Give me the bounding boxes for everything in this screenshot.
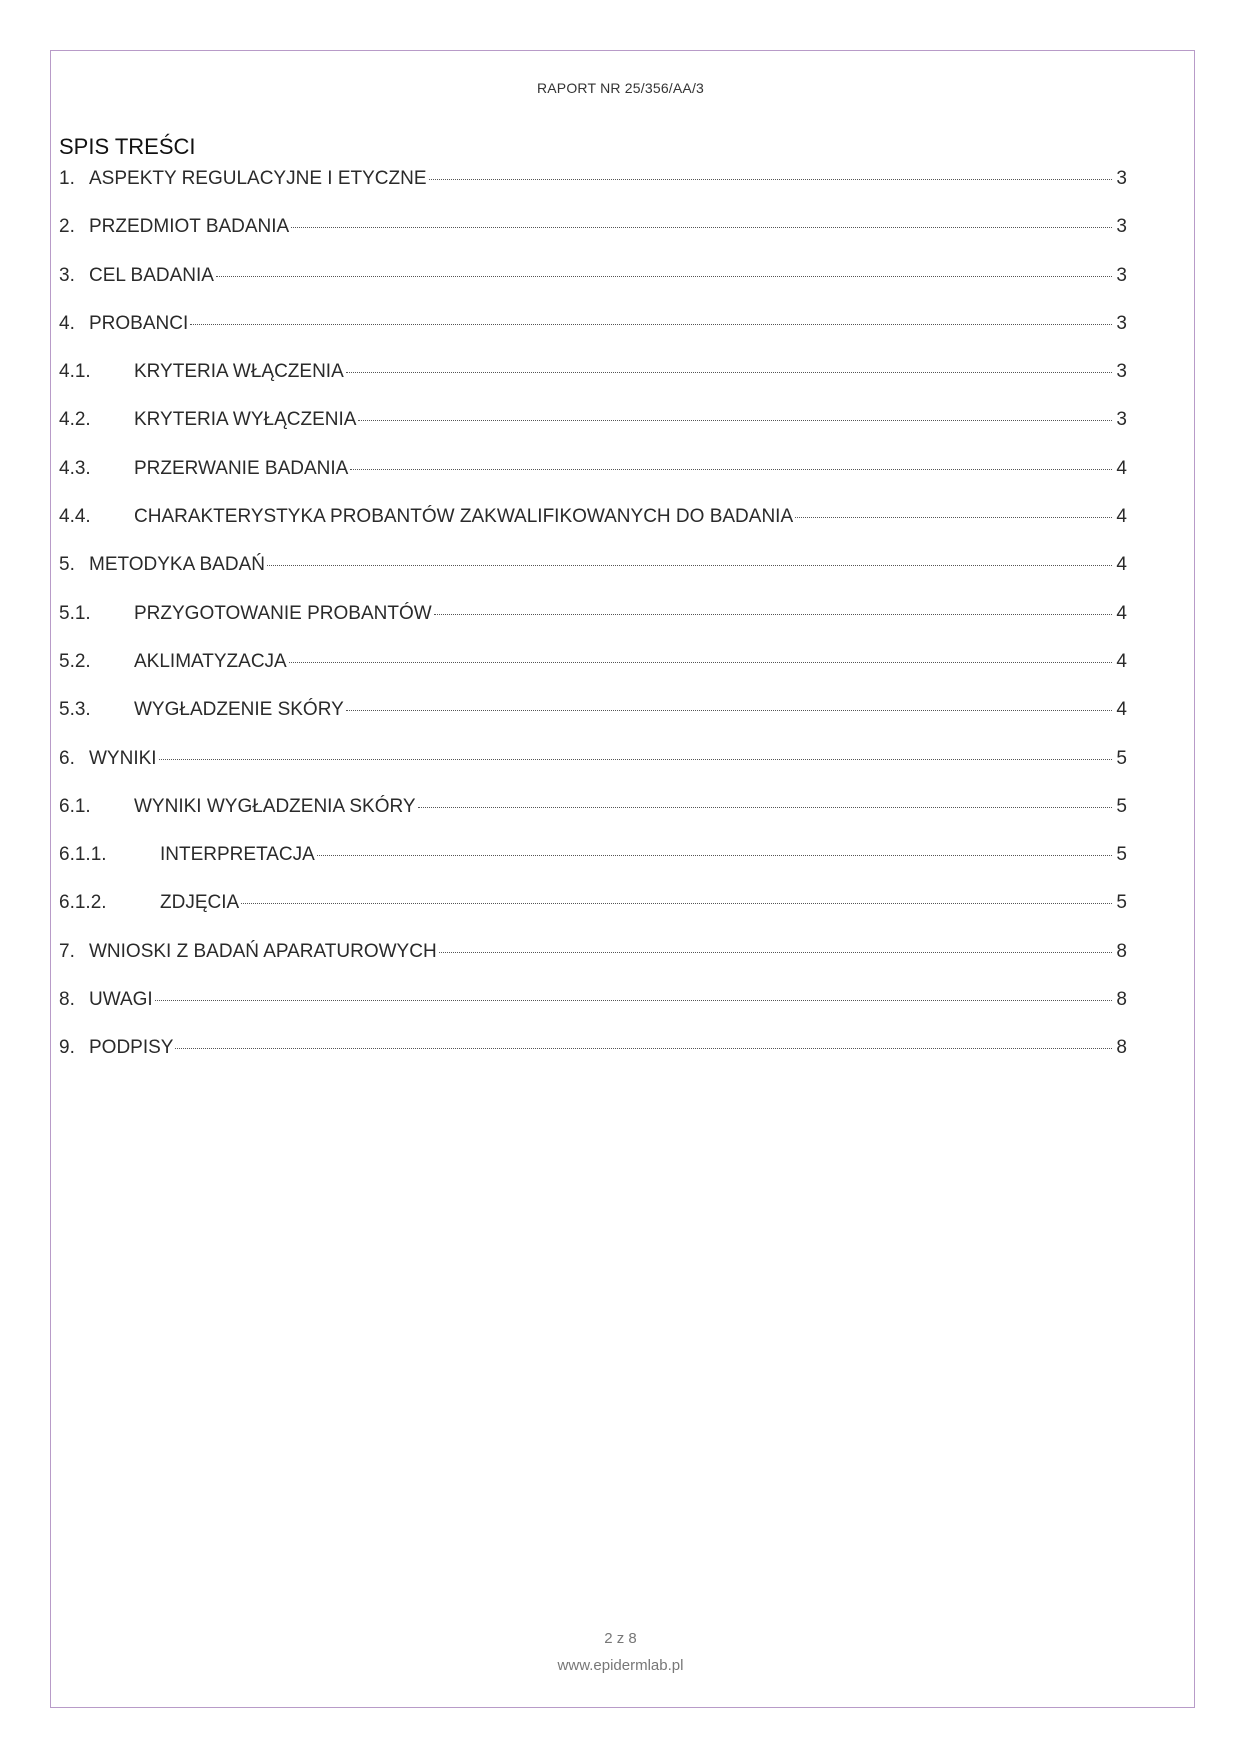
toc-entry-label: KRYTERIA WYŁĄCZENIA (134, 409, 357, 431)
toc-entry-number: 1. (59, 168, 75, 189)
toc-entry-page-number: 4 (1116, 554, 1127, 576)
toc-entry[interactable] (59, 361, 1127, 409)
toc-dot-leader (346, 710, 1112, 711)
toc-dot-leader (159, 759, 1112, 760)
toc-dot-leader (190, 324, 1112, 325)
toc-entry[interactable] (59, 216, 1127, 264)
toc-entry-label: KRYTERIA WŁĄCZENIA (134, 361, 344, 383)
toc-dot-leader (795, 517, 1112, 518)
toc-entry-page-number: 8 (1116, 989, 1127, 1011)
toc-dot-leader (317, 855, 1112, 856)
toc-entry-page-number: 4 (1116, 457, 1127, 479)
toc-entry-number: 6. (59, 747, 75, 769)
toc-entry-page-number: 5 (1116, 892, 1127, 914)
toc-entry-label: WYNIKI WYGŁADZENIA SKÓRY (134, 795, 416, 817)
toc-entry-number: 4. (59, 312, 75, 334)
toc-entry[interactable] (59, 651, 1127, 699)
toc-entry[interactable] (59, 554, 1127, 602)
toc-dot-leader (358, 420, 1112, 421)
toc-entry[interactable] (59, 506, 1127, 554)
toc-dot-leader (175, 1048, 1112, 1049)
toc-entry-number: 3. (59, 264, 75, 286)
toc-entry-label: UWAGI (89, 989, 153, 1011)
toc-entry-page-number: 3 (1116, 409, 1127, 431)
toc-entry-page-number: 8 (1116, 1037, 1127, 1059)
toc-entry-page-number: 3 (1116, 361, 1127, 383)
toc-entry-label: ZDJĘCIA (160, 892, 240, 914)
toc-entry-number: 4.2. (59, 409, 91, 431)
toc-entry-label: WNIOSKI Z BADAŃ APARATUROWYCH (89, 940, 437, 962)
footer-website-link[interactable]: www.epidermlab.pl (557, 1657, 684, 1674)
toc-entry-label: PROBANCI (89, 312, 189, 334)
toc-entry[interactable] (59, 796, 1127, 844)
toc-entry-page-number: 5 (1116, 747, 1127, 769)
toc-entry-number: 5.2. (59, 650, 91, 672)
toc-entry[interactable] (59, 313, 1127, 361)
toc-entry[interactable] (59, 265, 1127, 313)
toc-entry-label: WYNIKI (89, 747, 157, 769)
toc-entry-number: 4.1. (59, 361, 91, 383)
toc-dot-leader (429, 179, 1112, 180)
toc-entry-page-number: 4 (1116, 699, 1127, 721)
toc-entry[interactable] (59, 409, 1127, 457)
toc-entry[interactable] (59, 168, 1127, 216)
toc-dot-leader (439, 952, 1112, 953)
toc-entry-label: PRZEDMIOT BADANIA (89, 216, 290, 238)
toc-entry[interactable] (59, 892, 1127, 940)
toc-entry-label: PODPISY (89, 1037, 174, 1059)
toc-entry-number: 6.1.2. (59, 892, 107, 914)
toc-entry[interactable] (59, 748, 1127, 796)
toc-entry-number: 5.1. (59, 602, 91, 624)
toc-dot-leader (289, 662, 1112, 663)
toc-entry-number: 5.3. (59, 699, 91, 721)
toc-entry[interactable] (59, 458, 1127, 506)
toc-entry-label: WYGŁADZENIE SKÓRY (134, 699, 344, 721)
toc-entry-page-number: 3 (1116, 216, 1127, 238)
toc-entry-page-number: 5 (1116, 844, 1127, 866)
toc-entry-page-number: 4 (1116, 506, 1127, 528)
toc-dot-leader (241, 903, 1112, 904)
toc-entry-number: 2. (59, 216, 75, 238)
toc-entry-page-number: 8 (1116, 940, 1127, 962)
toc-entry[interactable] (59, 699, 1127, 747)
toc-entry-label: CEL BADANIA (89, 264, 214, 286)
toc-dot-leader (291, 227, 1112, 228)
toc-entry-page-number: 3 (1116, 168, 1127, 189)
toc-entry-label: CHARAKTERYSTYKA PROBANTÓW ZAKWALIFIKOWANYCH DO BADANIA (134, 506, 794, 528)
toc-entry-page-number: 4 (1116, 602, 1127, 624)
toc-dot-leader (434, 614, 1112, 615)
toc-entry-number: 6.1.1. (59, 844, 107, 866)
toc-entry-number: 5. (59, 554, 75, 576)
toc-entry-label: ASPEKTY REGULACYJNE I ETYCZNE (89, 168, 427, 189)
toc-entry[interactable] (59, 603, 1127, 651)
toc-entry-number: 6.1. (59, 795, 91, 817)
report-header: RAPORT NR 25/356/AA/3 (536, 80, 705, 96)
toc-dot-leader (346, 372, 1112, 373)
toc-entry-number: 4.3. (59, 457, 91, 479)
toc-entry[interactable] (59, 1037, 1127, 1085)
toc-title: SPIS TREŚCI (59, 134, 196, 159)
toc-entry-number: 8. (59, 989, 75, 1011)
toc-entry[interactable] (59, 941, 1127, 989)
toc-dot-leader (267, 565, 1112, 566)
toc-entry[interactable] (59, 989, 1127, 1037)
toc-dot-leader (350, 469, 1112, 470)
toc-entry-number: 9. (59, 1037, 75, 1059)
toc-entry-label: AKLIMATYZACJA (134, 650, 287, 672)
toc-entry-page-number: 4 (1116, 650, 1127, 672)
toc-entry-label: PRZYGOTOWANIE PROBANTÓW (134, 602, 432, 624)
toc-dot-leader (418, 807, 1112, 808)
toc-entry-label: INTERPRETACJA (160, 844, 315, 866)
toc-entry-number: 4.4. (59, 506, 91, 528)
toc-entry[interactable] (59, 844, 1127, 892)
page-indicator: 2 z 8 (604, 1630, 637, 1647)
toc-dot-leader (216, 276, 1112, 277)
toc-entry-page-number: 3 (1116, 264, 1127, 286)
toc-entry-number: 7. (59, 940, 75, 962)
toc-dot-leader (155, 1000, 1112, 1001)
toc-entry-page-number: 3 (1116, 312, 1127, 334)
toc-entry-label: PRZERWANIE BADANIA (134, 457, 349, 479)
toc-entry-label: METODYKA BADAŃ (89, 554, 265, 576)
toc-entry-page-number: 5 (1116, 795, 1127, 817)
table-of-contents (59, 168, 1127, 1086)
